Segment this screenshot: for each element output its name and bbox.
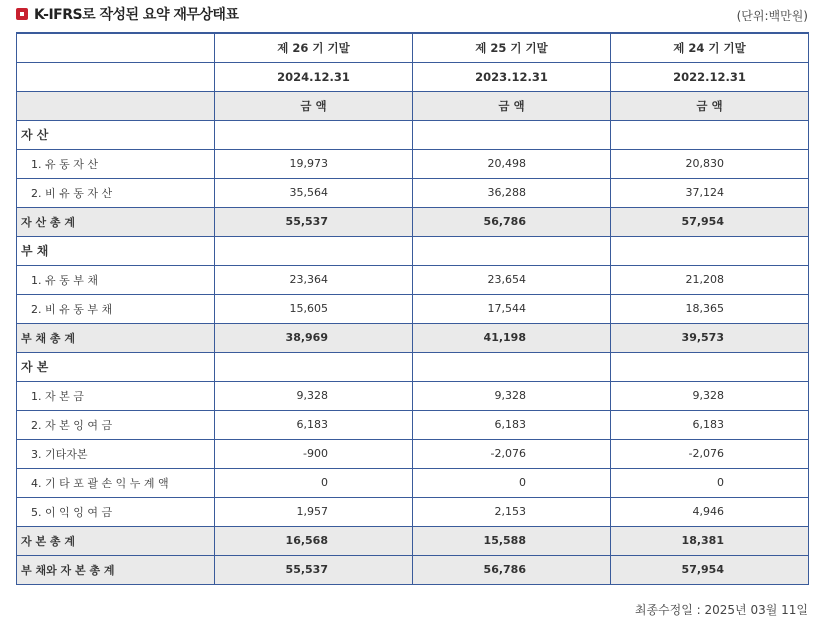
table-row	[17, 178, 809, 207]
period-header: 제 26 기 기말	[215, 33, 413, 62]
date-header: 2024.12.31	[215, 62, 413, 91]
value-cell: 20,498	[413, 149, 611, 178]
header-corner	[17, 62, 215, 91]
table-row	[17, 149, 809, 178]
value-cell: 20,830	[611, 149, 809, 178]
value-cell: 6,183	[413, 410, 611, 439]
value-cell	[413, 352, 611, 381]
value-cell	[215, 352, 413, 381]
value-cell: 1,957	[215, 497, 413, 526]
value-cell: 6,183	[215, 410, 413, 439]
value-cell: -900	[215, 439, 413, 468]
row-label: 부 채와 자 본 총 계	[17, 555, 215, 584]
title-bar	[16, 4, 238, 24]
table-row	[17, 497, 809, 526]
value-cell: 4,946	[611, 497, 809, 526]
row-label: 부 채 총 계	[17, 323, 215, 352]
value-cell: 56,786	[413, 555, 611, 584]
table-row	[17, 410, 809, 439]
value-cell: -2,076	[611, 439, 809, 468]
value-cell: 55,537	[215, 207, 413, 236]
row-label: 5. 이 익 잉 여 금	[17, 497, 215, 526]
value-cell: 21,208	[611, 265, 809, 294]
page-title: K-IFRS로 작성된 요약 재무상태표	[34, 7, 239, 23]
value-cell: 19,973	[215, 149, 413, 178]
header-corner	[17, 91, 215, 120]
unit-label: (단위:백만원)	[736, 9, 808, 23]
header-corner	[17, 33, 215, 62]
value-cell: 15,605	[215, 294, 413, 323]
value-cell: 0	[413, 468, 611, 497]
date-header: 2022.12.31	[611, 62, 809, 91]
category-row	[17, 236, 809, 265]
value-cell: 23,364	[215, 265, 413, 294]
value-cell: -2,076	[413, 439, 611, 468]
period-header: 제 25 기 기말	[413, 33, 611, 62]
value-cell	[215, 236, 413, 265]
value-cell: 18,381	[611, 526, 809, 555]
value-cell	[611, 236, 809, 265]
amount-header: 금 액	[215, 91, 413, 120]
table-row	[17, 439, 809, 468]
amount-header: 금 액	[611, 91, 809, 120]
table-row	[17, 468, 809, 497]
row-label: 2. 비 유 동 부 채	[17, 294, 215, 323]
value-cell: 38,969	[215, 323, 413, 352]
row-label: 2. 비 유 동 자 산	[17, 178, 215, 207]
total-row	[17, 526, 809, 555]
row-label: 4. 기 타 포 괄 손 익 누 계 액	[17, 468, 215, 497]
row-label: 1. 유 동 부 채	[17, 265, 215, 294]
category-row	[17, 352, 809, 381]
row-label: 2. 자 본 잉 여 금	[17, 410, 215, 439]
value-cell: 57,954	[611, 207, 809, 236]
value-cell: 23,654	[413, 265, 611, 294]
value-cell: 15,588	[413, 526, 611, 555]
value-cell	[413, 120, 611, 149]
date-header: 2023.12.31	[413, 62, 611, 91]
row-label: 1. 자 본 금	[17, 381, 215, 410]
value-cell: 41,198	[413, 323, 611, 352]
balance-sheet-table	[16, 32, 809, 585]
last-modified-date: 최종수정일 : 2025년 03월 11일	[634, 603, 808, 617]
value-cell: 37,124	[611, 178, 809, 207]
row-label: 자 본	[17, 352, 215, 381]
value-cell: 9,328	[611, 381, 809, 410]
value-cell: 6,183	[611, 410, 809, 439]
amount-header: 금 액	[413, 91, 611, 120]
period-header: 제 24 기 기말	[611, 33, 809, 62]
value-cell: 36,288	[413, 178, 611, 207]
value-cell: 18,365	[611, 294, 809, 323]
amount-header-row	[17, 91, 809, 120]
row-label: 3. 기타자본	[17, 439, 215, 468]
value-cell: 57,954	[611, 555, 809, 584]
table-row	[17, 294, 809, 323]
value-cell: 39,573	[611, 323, 809, 352]
row-label: 자 산 총 계	[17, 207, 215, 236]
table-row	[17, 265, 809, 294]
row-label: 부 채	[17, 236, 215, 265]
category-row	[17, 120, 809, 149]
value-cell	[215, 120, 413, 149]
value-cell: 2,153	[413, 497, 611, 526]
value-cell: 35,564	[215, 178, 413, 207]
total-row	[17, 323, 809, 352]
value-cell: 55,537	[215, 555, 413, 584]
value-cell: 0	[611, 468, 809, 497]
value-cell: 9,328	[413, 381, 611, 410]
value-cell: 16,568	[215, 526, 413, 555]
period-header-row	[17, 33, 809, 62]
row-label: 1. 유 동 자 산	[17, 149, 215, 178]
total-row	[17, 555, 809, 584]
date-header-row	[17, 62, 809, 91]
table-row	[17, 381, 809, 410]
total-row	[17, 207, 809, 236]
value-cell: 56,786	[413, 207, 611, 236]
row-label: 자 본 총 계	[17, 526, 215, 555]
bullet-square-icon	[16, 8, 28, 20]
value-cell: 9,328	[215, 381, 413, 410]
value-cell: 0	[215, 468, 413, 497]
row-label: 자 산	[17, 120, 215, 149]
value-cell	[611, 120, 809, 149]
value-cell	[611, 352, 809, 381]
value-cell: 17,544	[413, 294, 611, 323]
value-cell	[413, 236, 611, 265]
